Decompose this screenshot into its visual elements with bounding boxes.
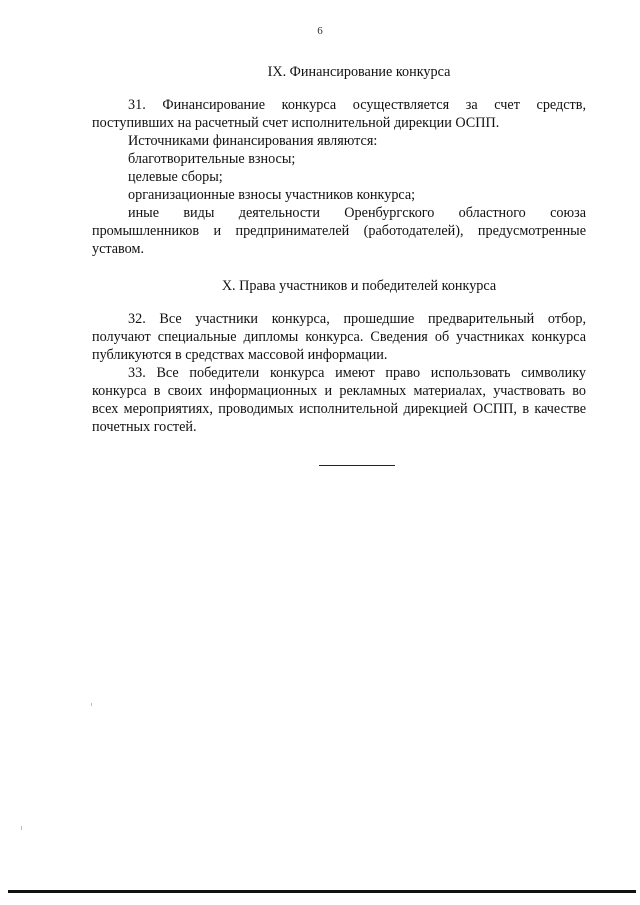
list-item-charity-contributions: благотворительные взносы;	[128, 151, 296, 167]
list-item-targeted-fees: целевые сборы;	[128, 169, 223, 185]
paragraph-32: 32. Все участники конкурса, прошедшие предварительный отбор, получают специальные дипломы конкурса. Сведения об участниках конкурса публикуются в средствах массовой информации.	[92, 311, 586, 363]
scan-speck	[91, 703, 92, 706]
paragraph-31: 31. Финансирование конкурса осуществляется за счет средств, поступивших на расчетный счет исполнительной дирекции ОСПП.	[92, 97, 586, 131]
section-title-financing: IX. Финансирование конкурса	[267, 64, 451, 80]
document-body	[92, 63, 586, 436]
paragraph-funding-sources-intro: Источниками финансирования являются:	[128, 133, 378, 149]
list-item-organizational-fees: организационные взносы участников конкурса;	[128, 187, 416, 203]
list-item-other-activities: иные виды деятельности Оренбургского областного союза промышленников и предпринимателей (работодателей), предусмотренные уставом.	[92, 205, 586, 257]
paragraph-33: 33. Все победители конкурса имеют право использовать символику конкурса в своих информационных и рекламных материалах, участвовать во всех мероприятиях, проводимых исполнительной дирекцией ОСПП, в качестве почетных гостей.	[92, 365, 586, 435]
scan-bottom-edge-line	[8, 890, 636, 893]
section-title-rights: X. Права участников и победителей конкурса	[221, 278, 497, 294]
end-divider-line	[319, 465, 395, 466]
scan-speck	[21, 826, 22, 830]
page-number: 6	[317, 25, 323, 37]
